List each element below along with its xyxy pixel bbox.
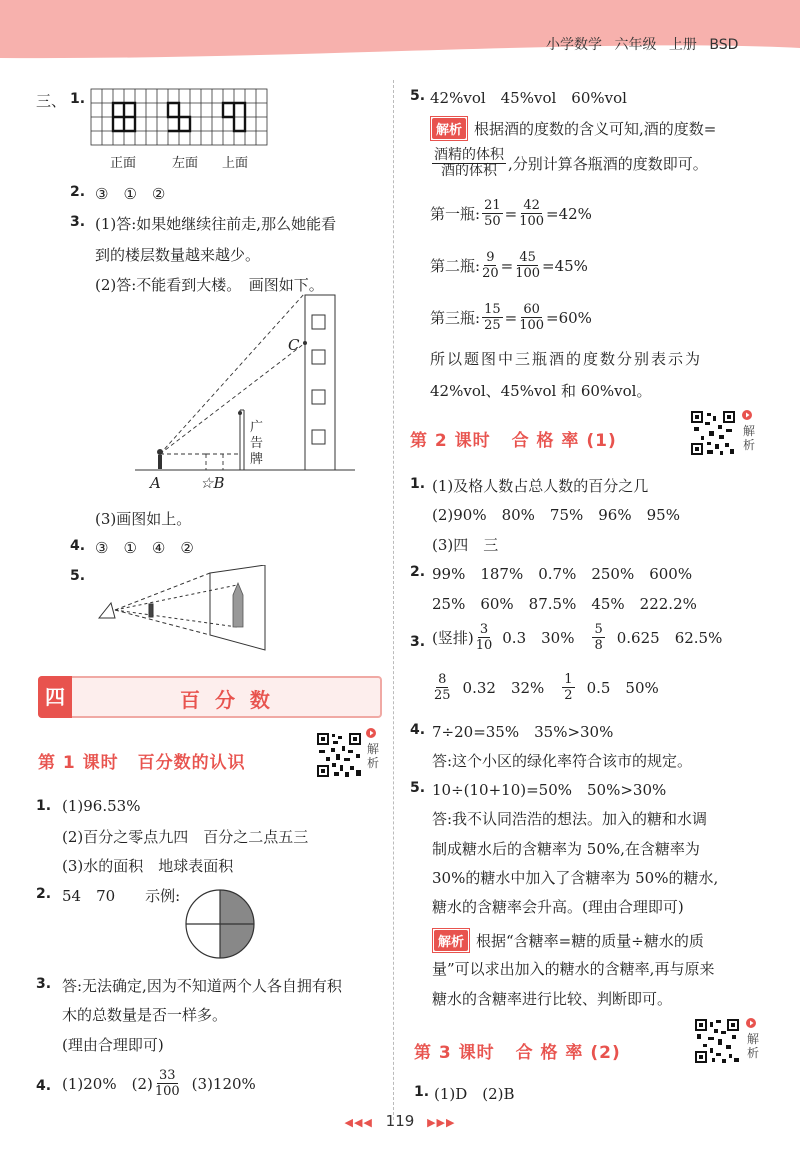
qr-code-icon[interactable] xyxy=(316,732,362,778)
section-label: 三、 xyxy=(36,92,67,110)
frac-numerator: 15 xyxy=(484,302,501,317)
bottle1-frac2 xyxy=(519,198,544,229)
l2-q1-b: (2)90% 80% 75% 96% 95% xyxy=(432,506,680,524)
header-grade: 六年级 xyxy=(614,37,657,53)
r-q5-sum2: 42%vol、45%vol 和 60%vol。 xyxy=(430,382,652,400)
unit-title: 百 分 数 xyxy=(180,688,274,712)
bottle1-label: 第一瓶: xyxy=(430,205,481,223)
frac-denominator: 20 xyxy=(482,266,499,281)
bottle2-result: =45% xyxy=(542,256,588,275)
l2-q3-number: 3. xyxy=(410,634,426,650)
fig-label-a: A xyxy=(150,474,161,492)
l2-explain-line1 xyxy=(432,928,704,953)
play-icon xyxy=(746,1018,756,1028)
l1-q4-fraction xyxy=(155,1068,180,1099)
l1-q3-c: (理由合理即可) xyxy=(62,1036,164,1054)
q4-answer: ③ ① ④ ② xyxy=(95,539,194,557)
lesson2-title: 合 格 率 (1) xyxy=(511,431,617,451)
unit-number: 四 xyxy=(38,676,72,718)
bottle3-frac2 xyxy=(519,302,544,333)
l1-q4-a: (1)20% (2) xyxy=(62,1075,153,1093)
lesson2-number: 第 2 课时 xyxy=(410,431,491,451)
frac-numerator: 42 xyxy=(523,198,540,213)
l2-q1-number: 1. xyxy=(410,476,426,492)
q3-line1: (1)答:如果她继续往前走,那么她能看 xyxy=(95,215,337,233)
bottle3-label: 第三瓶: xyxy=(430,309,481,327)
r-q5-sum1: 所以题图中三瓶酒的度数分别表示为 xyxy=(430,350,703,368)
lesson3-heading xyxy=(414,1038,621,1063)
bottle3-row: 第三瓶: $\frac{15}{25}$ = $\frac{60}{100}$ =60% xyxy=(430,302,592,333)
frac-denominator: 100 xyxy=(515,266,541,281)
bottle3-frac1 xyxy=(482,302,503,333)
fig-label-b: ☆B xyxy=(200,474,225,492)
l2-q3-row2 xyxy=(432,672,659,703)
bottle2-label: 第二瓶: xyxy=(430,257,481,275)
qr-code-icon[interactable] xyxy=(694,1018,740,1064)
q1-number: 1. xyxy=(70,91,86,107)
q2-number: 2. xyxy=(70,184,86,200)
l2-q1-a: (1)及格人数占总人数的百分之几 xyxy=(432,477,649,495)
l2-q4-b: 答:这个小区的绿化率符合该市的规定。 xyxy=(432,752,693,770)
frac-denominator: 10 xyxy=(475,638,493,653)
l2-q3-b1: 0.32 32% xyxy=(462,679,545,697)
frac-denominator: 25 xyxy=(484,318,501,333)
qr-label: 解析 xyxy=(743,424,756,452)
play-icon xyxy=(742,410,752,420)
view-label-side: 左面 xyxy=(172,156,199,171)
l2-q4-number: 4. xyxy=(410,722,426,738)
frac-denominator: 50 xyxy=(484,214,501,229)
header-edition: BSD xyxy=(709,37,739,53)
qr-label: 解析 xyxy=(367,742,380,770)
r-q5-exp1: 根据酒的度数的含义可知,酒的度数= xyxy=(474,120,717,138)
l2-exp2: 量”可以求出加入的糖水的含糖率,再与原来 xyxy=(432,960,715,978)
frac-numerator: 21 xyxy=(484,198,501,213)
q3-line4: (3)画图如上。 xyxy=(95,510,192,528)
q2-answer: ③ ① ② xyxy=(95,185,166,203)
sightline-figure xyxy=(130,290,360,500)
projection-figure xyxy=(95,565,275,655)
lesson1-title: 百分数的认识 xyxy=(137,753,246,773)
l2-q3-a1: (竖排) xyxy=(432,629,474,647)
frac-denominator: 100 xyxy=(519,214,545,229)
footer-arrows-left: ◀◀◀ xyxy=(344,1116,373,1129)
frac-denominator: 2 xyxy=(564,688,573,703)
bottle1-result: =42% xyxy=(546,204,592,223)
l2-q3-row1 xyxy=(432,622,722,653)
r-q5-answer: 42%vol 45%vol 60%vol xyxy=(430,89,627,107)
l1-q3-number: 3. xyxy=(36,976,52,992)
three-views-grid xyxy=(90,88,270,148)
footer-arrows-right: ▶▶▶ xyxy=(427,1116,456,1129)
frac-denominator: 8 xyxy=(594,638,603,653)
l2-q2-number: 2. xyxy=(410,564,426,580)
r-q5-number: 5. xyxy=(410,88,426,104)
l1-q2-number: 2. xyxy=(36,886,52,902)
l1-q3-a: 答:无法确定,因为不知道两个人各自拥有积 xyxy=(62,977,342,995)
frac-numerator: 8 xyxy=(438,672,447,687)
bottle2-frac2 xyxy=(515,250,540,281)
l2-q5-a: 10÷(10+10)=50% 50%>30% xyxy=(432,781,667,799)
page-number: 119 xyxy=(385,1112,415,1130)
r-q5-exp2: ,分别计算各瓶酒的度数即可。 xyxy=(508,155,708,173)
l1-q1-c: (3)水的面积 地球表面积 xyxy=(62,857,234,875)
l3-q1-number: 1. xyxy=(414,1084,430,1100)
frac-numerator: 5 xyxy=(594,622,603,637)
l2-q3-frac2 xyxy=(592,622,604,653)
l2-q3-frac4 xyxy=(562,672,574,703)
l1-q4-answer xyxy=(62,1068,256,1099)
l2-q5-number: 5. xyxy=(410,780,426,796)
play-icon xyxy=(366,728,376,738)
l1-q1-a: (1)96.53% xyxy=(62,797,141,815)
q3-number: 3. xyxy=(70,214,86,230)
header-meta xyxy=(546,34,738,54)
l2-q3-a3: 0.625 62.5% xyxy=(616,629,723,647)
bottle1-row: 第一瓶: $\frac{21}{50}$ = $\frac{42}{100}$ =42% xyxy=(430,198,592,229)
l2-q5-c: 制成糖水后的含糖率为 50%,在含糖率为 xyxy=(432,840,700,858)
lesson2-heading xyxy=(410,426,617,451)
analysis-tag-label: 解析 xyxy=(434,930,468,951)
qr-label: 解析 xyxy=(747,1032,760,1060)
bottle1-frac1 xyxy=(482,198,503,229)
bottle2-row: 第二瓶: $\frac{9}{20}$ = $\frac{45}{100}$ =45% xyxy=(430,250,588,281)
l2-q3-frac1 xyxy=(476,622,493,653)
lesson1-heading xyxy=(38,748,246,773)
frac-numerator: 9 xyxy=(486,250,495,265)
l1-q1-b: (2)百分之零点九四 百分之二点五三 xyxy=(62,828,309,846)
l2-q4-a: 7÷20=35% 35%>30% xyxy=(432,723,614,741)
frac-numerator: 3 xyxy=(479,622,489,637)
fig-label-sign: 广告牌 xyxy=(250,420,264,467)
l2-exp1: 根据“含糖率=糖的质量÷糖水的质 xyxy=(476,932,704,950)
l2-q5-d: 30%的糖水中加入了含糖率为 50%的糖水, xyxy=(432,869,719,887)
l1-q2-a: 54 70 示例: xyxy=(62,887,181,905)
frac-denominator: 25 xyxy=(434,688,451,703)
frac-denominator: 100 xyxy=(519,318,545,333)
l1-q3-b: 木的总数量是否一样多。 xyxy=(62,1006,228,1024)
lesson3-title: 合 格 率 (2) xyxy=(515,1043,621,1063)
r-q5-explain-line1 xyxy=(430,116,716,141)
l2-q1-c: (3)四 三 xyxy=(432,536,499,554)
l2-q3-frac3 xyxy=(434,672,451,703)
header-volume: 上册 xyxy=(668,37,697,53)
lesson3-number: 第 3 课时 xyxy=(414,1043,495,1063)
page-footer xyxy=(0,1112,800,1130)
analysis-tag-label: 解析 xyxy=(432,118,466,139)
l2-q2-b: 25% 60% 87.5% 45% 222.2% xyxy=(432,595,697,613)
q4-number: 4. xyxy=(70,538,86,554)
frac-numerator: 1 xyxy=(564,672,573,687)
l3-q1-a: (1)D (2)B xyxy=(434,1085,515,1103)
l2-q3-a2: 0.3 30% xyxy=(502,629,575,647)
frac-numerator: 33 xyxy=(158,1068,176,1083)
frac-numerator: 酒精的体积 xyxy=(434,147,504,163)
l1-q4-b: (3)120% xyxy=(191,1074,256,1093)
fig-label-c: C xyxy=(288,336,300,354)
q5-number: 5. xyxy=(70,568,86,584)
bottle3-result: =60% xyxy=(546,308,592,327)
l1-q1-number: 1. xyxy=(36,798,52,814)
analysis-tag xyxy=(430,116,468,141)
l1-q4-number: 4. xyxy=(36,1078,52,1094)
analysis-tag xyxy=(432,928,470,953)
l2-exp3: 糖水的含糖率进行比较、判断即可。 xyxy=(432,990,673,1008)
lesson1-number: 第 1 课时 xyxy=(38,753,119,773)
l2-q2-a: 99% 187% 0.7% 250% 600% xyxy=(432,565,693,583)
header-subject: 小学数学 xyxy=(546,37,602,53)
l2-q5-e: 糖水的含糖率会升高。(理由合理即可) xyxy=(432,898,684,916)
column-divider xyxy=(393,80,394,1120)
l2-q5-b: 答:我不认同浩浩的想法。加入的糖和水调 xyxy=(432,810,708,828)
l2-q3-b2: 0.5 50% xyxy=(586,679,659,697)
frac-numerator: 60 xyxy=(523,302,540,317)
q3-line3: (2)答:不能看到大楼。 画图如下。 xyxy=(95,276,324,294)
q3-line2: 到的楼层数量越来越少。 xyxy=(95,246,261,264)
view-label-front: 正面 xyxy=(110,156,137,171)
r-q5-fraction xyxy=(432,148,506,179)
view-label-top: 上面 xyxy=(222,156,249,171)
bottle2-frac1 xyxy=(482,250,499,281)
frac-numerator: 45 xyxy=(519,250,536,265)
frac-denominator: 100 xyxy=(154,1084,180,1099)
r-q5-explain-line2 xyxy=(430,148,708,179)
frac-denominator: 酒的体积 xyxy=(441,163,497,179)
pie-example xyxy=(184,888,256,960)
qr-code-icon[interactable] xyxy=(690,410,736,456)
